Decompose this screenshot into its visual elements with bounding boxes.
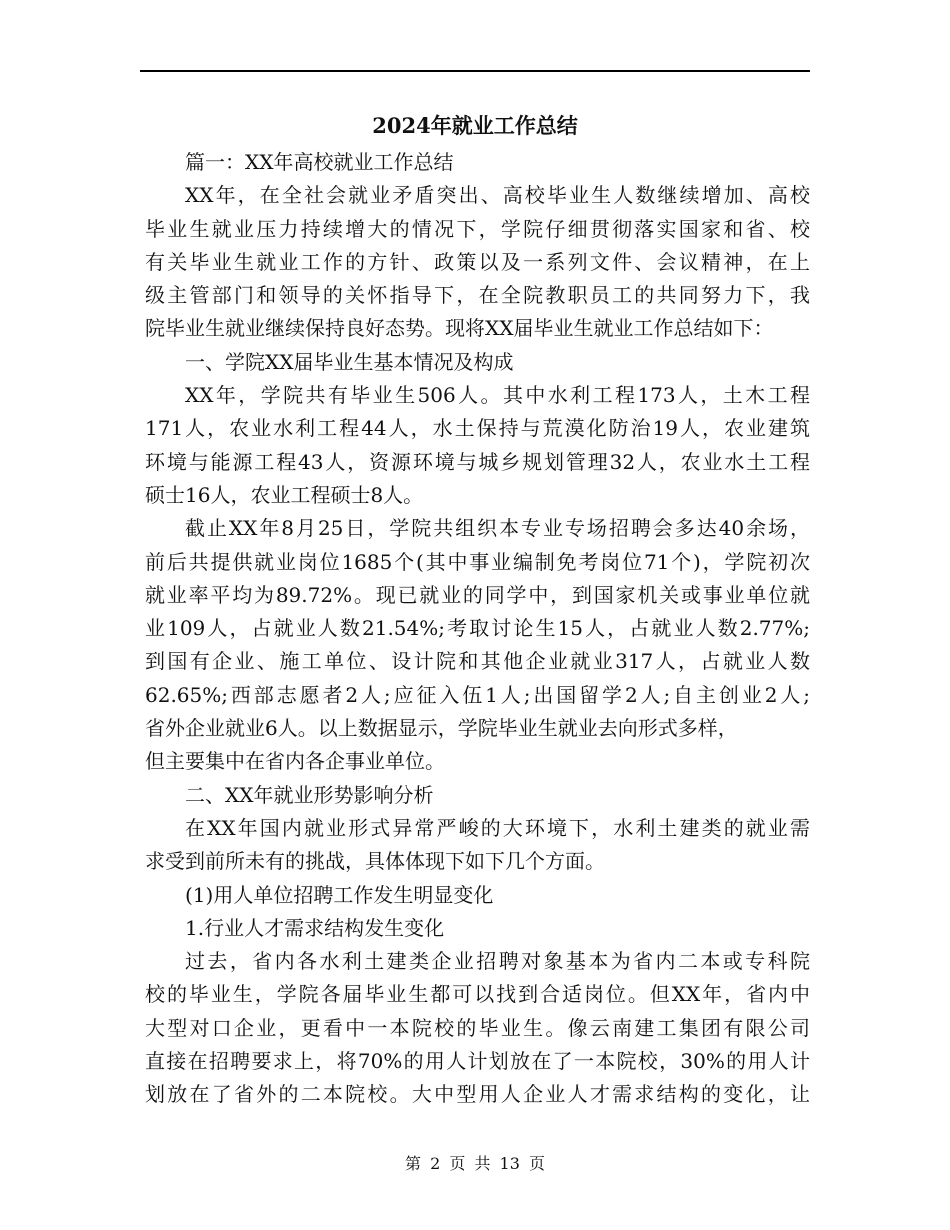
text-line: 但主要集中在省内各企事业单位。: [145, 749, 445, 774]
text-line: 硕士16人，农业工程硕士8人。: [145, 482, 424, 507]
text-line: 篇一：XX年高校就业工作总结: [185, 150, 454, 174]
text-line: 毕业生就业压力持续增大的情况下，学院仔细贯彻落实国家和省、校: [145, 216, 810, 241]
text-line: XX年，在全社会就业矛盾突出、高校毕业生人数继续增加、高校: [185, 183, 810, 208]
text-line: 校的毕业生，学院各届毕业生都可以找到合适岗位。但XX年，省内中: [145, 982, 810, 1007]
document-title: 2024年就业工作总结: [372, 113, 578, 138]
text-line: 求受到前所未有的挑战，具体体现下如下几个方面。: [145, 849, 605, 874]
text-line: 62.65%;西部志愿者2人;应征入伍1人;出国留学2人;自主创业2人;: [145, 682, 810, 707]
header-rule: [140, 70, 810, 72]
document-body: [145, 146, 810, 1112]
text-line: 直接在招聘要求上，将70%的用人计划放在了一本院校，30%的用人计: [145, 1049, 810, 1074]
text-line: 171人，农业水利工程44人，水土保持与荒漠化防治19人，农业建筑: [145, 416, 810, 441]
text-line: 省外企业就业6人。以上数据显示，学院毕业生就业去向形式多样，: [145, 716, 738, 741]
text-line: 环境与能源工程43人，资源环境与城乡规划管理32人，农业水土工程: [145, 449, 810, 474]
text-line: 就业率平均为89.72%。现已就业的同学中，到国家机关或事业单位就: [145, 582, 810, 607]
text-line: 过去，省内各水利土建类企业招聘对象基本为省内二本或专科院: [185, 949, 810, 974]
text-line: (1)用人单位招聘工作发生明显变化: [185, 882, 494, 907]
page-footer: 第 2 页 共 13 页: [405, 1154, 545, 1173]
text-line: 级主管部门和领导的关怀指导下，在全院教职员工的共同努力下，我: [145, 283, 810, 308]
text-line: 二、XX年就业形势影响分析: [185, 782, 434, 807]
text-line: 截止XX年8月25日，学院共组织本专业专场招聘会多达40余场，: [185, 516, 810, 541]
text-line: 在XX年国内就业形式异常严峻的大环境下，水利土建类的就业需: [185, 815, 810, 840]
text-line: 前后共提供就业岗位1685个(其中事业编制免考岗位71个)，学院初次: [145, 549, 810, 574]
text-line: 业109人，占就业人数21.54%;考取讨论生15人，占就业人数2.77%;: [145, 616, 810, 641]
text-line: 划放在了省外的二本院校。大中型用人企业人才需求结构的变化，让: [145, 1082, 810, 1107]
text-line: 有关毕业生就业工作的方针、政策以及一系列文件、会议精神，在上: [145, 249, 810, 274]
text-line: 大型对口企业，更看中一本院校的毕业生。像云南建工集团有限公司: [145, 1015, 810, 1040]
text-line: 到国有企业、施工单位、设计院和其他企业就业317人，占就业人数: [145, 649, 810, 674]
text-line: 一、学院XX届毕业生基本情况及构成: [185, 349, 514, 374]
text-line: XX年，学院共有毕业生506人。其中水利工程173人，土木工程: [185, 383, 810, 408]
text-line: 1.行业人才需求结构发生变化: [185, 915, 445, 940]
text-line: 院毕业生就业继续保持良好态势。现将XX届毕业生就业工作总结如下：: [145, 316, 774, 341]
